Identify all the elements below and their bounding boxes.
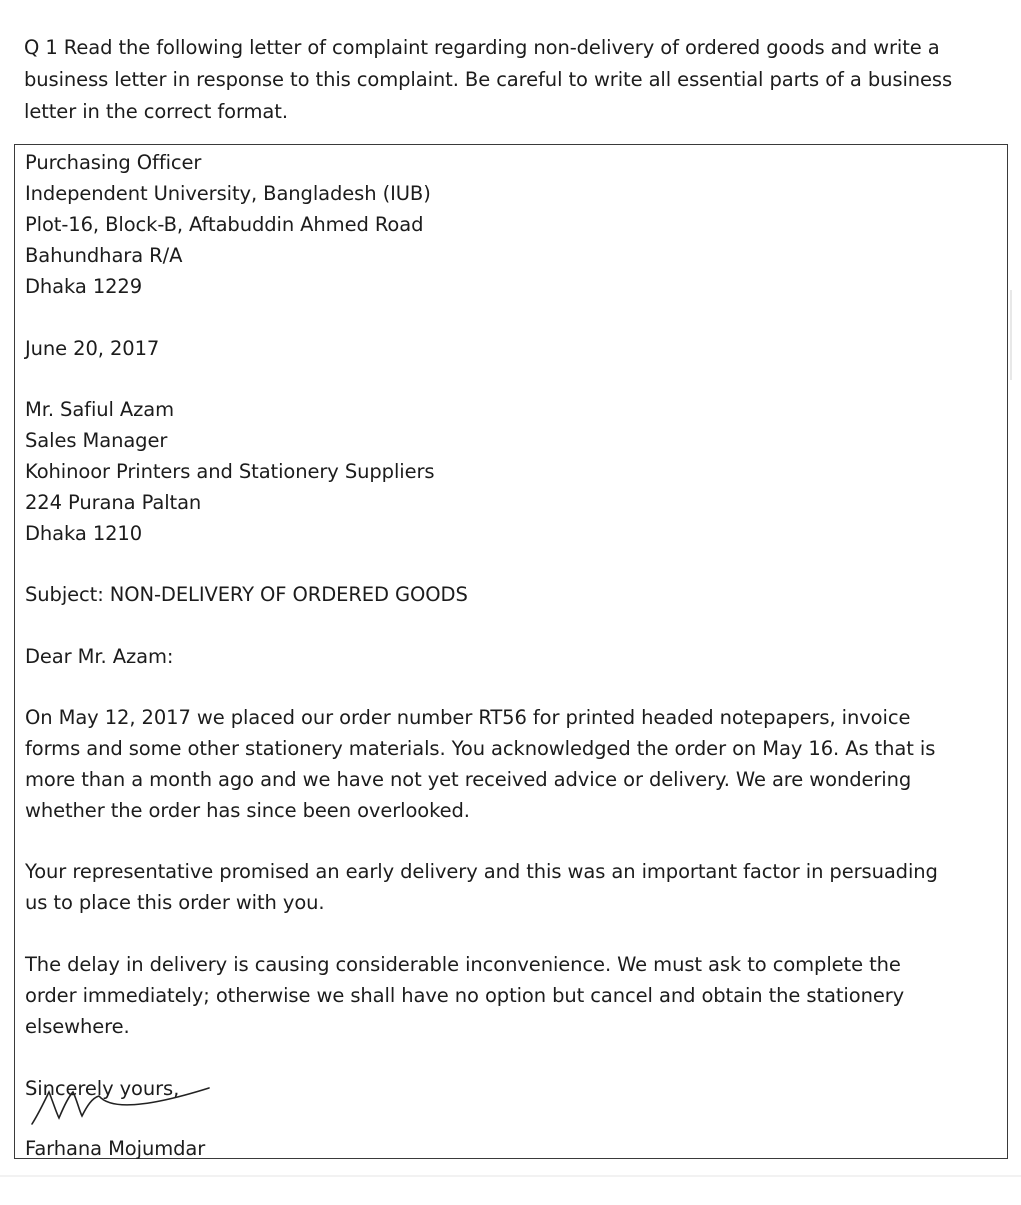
sender-line: Bahundhara R/A <box>25 244 183 267</box>
question-line: Q 1 Read the following letter of complaint regarding non-delivery of ordered goods and write a <box>24 36 940 59</box>
letter-date: June 20, 2017 <box>25 337 160 360</box>
question-line: letter in the correct format. <box>24 100 288 123</box>
body-paragraph-line: forms and some other stationery materials. You acknowledged the order on May 16. As that is <box>25 737 936 760</box>
body-paragraph-line: elsewhere. <box>25 1015 130 1038</box>
body-paragraph-line: order immediately; otherwise we shall have no option but cancel and obtain the stationery <box>25 984 905 1007</box>
recipient-line: Sales Manager <box>25 429 168 452</box>
question-line: business letter in response to this complaint. Be careful to write all essential parts of a business <box>24 68 953 91</box>
scan-artifact <box>1010 290 1012 380</box>
recipient-line: Dhaka 1210 <box>25 522 143 545</box>
signer-name: Farhana Mojumdar <box>25 1137 206 1160</box>
recipient-line: Mr. Safiul Azam <box>25 398 175 421</box>
recipient-line: 224 Purana Paltan <box>25 491 202 514</box>
body-paragraph-line: Your representative promised an early delivery and this was an important factor in persuading <box>25 860 938 883</box>
scan-artifact <box>0 1175 1021 1177</box>
letter-salutation: Dear Mr. Azam: <box>25 645 174 668</box>
letter-subject: Subject: NON-DELIVERY OF ORDERED GOODS <box>25 583 468 606</box>
body-paragraph-line: whether the order has since been overlooked. <box>25 799 470 822</box>
letter-closing: Sincerely yours, <box>25 1077 180 1100</box>
body-paragraph-line: The delay in delivery is causing considerable inconvenience. We must ask to complete the <box>25 953 901 976</box>
question-prompt <box>24 32 1009 128</box>
sender-line: Dhaka 1229 <box>25 275 143 298</box>
body-paragraph-line: On May 12, 2017 we placed our order number RT56 for printed headed notepapers, invoice <box>25 706 911 729</box>
body-paragraph-line: us to place this order with you. <box>25 891 325 914</box>
sender-line: Purchasing Officer <box>25 151 202 174</box>
complaint-letter <box>14 144 1008 1159</box>
body-paragraph-line: more than a month ago and we have not yet received advice or delivery. We are wondering <box>25 768 912 791</box>
recipient-line: Kohinoor Printers and Stationery Suppliers <box>25 460 435 483</box>
sender-line: Independent University, Bangladesh (IUB) <box>25 182 431 205</box>
handwritten-signature <box>29 1080 219 1130</box>
sender-line: Plot-16, Block-B, Aftabuddin Ahmed Road <box>25 213 424 236</box>
